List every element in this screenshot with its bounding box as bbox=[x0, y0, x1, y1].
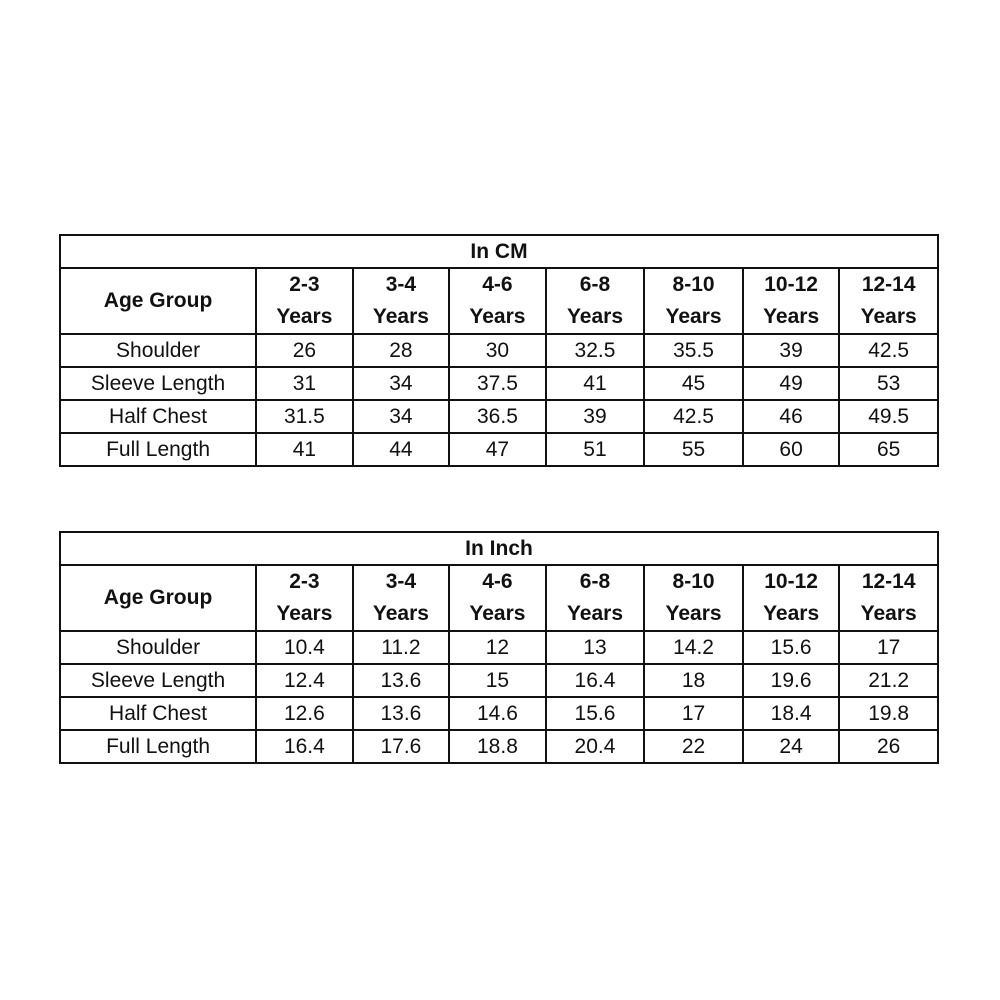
age-unit-label: Years bbox=[566, 602, 624, 625]
age-group-column-header bbox=[256, 565, 353, 631]
table-title: In CM bbox=[60, 235, 938, 268]
measurement-value: 47 bbox=[449, 433, 546, 466]
measurement-value: 39 bbox=[546, 400, 645, 433]
measurement-value: 55 bbox=[644, 433, 743, 466]
measurement-value: 15 bbox=[449, 664, 546, 697]
measurement-value: 14.6 bbox=[449, 697, 546, 730]
age-group-column-header bbox=[256, 268, 353, 334]
measurement-value: 39 bbox=[743, 334, 840, 367]
age-range-label: 4-6 bbox=[482, 273, 513, 296]
age-group-column-header bbox=[546, 268, 645, 334]
measurement-label: Half Chest bbox=[60, 400, 256, 433]
age-range-label: 12-14 bbox=[861, 570, 916, 593]
measurement-value: 19.6 bbox=[743, 664, 840, 697]
measurement-value: 18.4 bbox=[743, 697, 840, 730]
measurement-value: 46 bbox=[743, 400, 840, 433]
measurement-value: 42.5 bbox=[644, 400, 743, 433]
measurement-value: 45 bbox=[644, 367, 743, 400]
age-range-label: 6-8 bbox=[579, 273, 611, 296]
measurement-value: 17.6 bbox=[353, 730, 450, 763]
measurement-value: 31.5 bbox=[256, 400, 353, 433]
table-header-row bbox=[60, 565, 938, 631]
age-group-column-header bbox=[449, 565, 546, 631]
table-row bbox=[60, 631, 938, 664]
measurement-label: Sleeve Length bbox=[60, 664, 256, 697]
measurement-value: 18 bbox=[644, 664, 743, 697]
measurement-value: 18.8 bbox=[449, 730, 546, 763]
measurement-label: Shoulder bbox=[60, 631, 256, 664]
table-title-row bbox=[60, 532, 938, 565]
age-range-label: 8-10 bbox=[672, 570, 715, 593]
measurement-value: 35.5 bbox=[644, 334, 743, 367]
age-range-label: 10-12 bbox=[764, 570, 818, 593]
measurement-value: 12.6 bbox=[256, 697, 353, 730]
measurement-value: 36.5 bbox=[449, 400, 546, 433]
age-group-column-header bbox=[644, 565, 743, 631]
measurement-label: Full Length bbox=[60, 433, 256, 466]
age-group-column-header bbox=[353, 565, 450, 631]
age-unit-label: Years bbox=[469, 602, 526, 625]
measurement-value: 26 bbox=[839, 730, 938, 763]
age-group-column-header bbox=[449, 268, 546, 334]
measurement-value: 37.5 bbox=[449, 367, 546, 400]
size-chart-inch-table bbox=[59, 531, 939, 764]
measurement-value: 28 bbox=[353, 334, 450, 367]
table-title: In Inch bbox=[60, 532, 938, 565]
age-unit-label: Years bbox=[469, 305, 526, 328]
measurement-value: 15.6 bbox=[546, 697, 645, 730]
measurement-value: 14.2 bbox=[644, 631, 743, 664]
age-group-column-header bbox=[743, 268, 840, 334]
table-row bbox=[60, 400, 938, 433]
age-unit-label: Years bbox=[372, 305, 429, 328]
age-range-label: 12-14 bbox=[861, 273, 916, 296]
table-row bbox=[60, 697, 938, 730]
measurement-value: 49 bbox=[743, 367, 840, 400]
measurement-value: 49.5 bbox=[839, 400, 938, 433]
age-group-column-header bbox=[644, 268, 743, 334]
table-header-row bbox=[60, 268, 938, 334]
age-range-label: 10-12 bbox=[764, 273, 818, 296]
age-unit-label: Years bbox=[860, 305, 917, 328]
measurement-value: 13 bbox=[546, 631, 645, 664]
age-unit-label: Years bbox=[276, 602, 333, 625]
age-range-label: 8-10 bbox=[672, 273, 715, 296]
age-group-column-header bbox=[353, 268, 450, 334]
age-range-label: 2-3 bbox=[289, 570, 320, 593]
measurement-value: 42.5 bbox=[839, 334, 938, 367]
measurement-value: 17 bbox=[839, 631, 938, 664]
measurement-value: 16.4 bbox=[256, 730, 353, 763]
age-range-label: 2-3 bbox=[289, 273, 320, 296]
measurement-value: 17 bbox=[644, 697, 743, 730]
size-chart-cm-table bbox=[59, 234, 939, 467]
measurement-value: 20.4 bbox=[546, 730, 645, 763]
age-unit-label: Years bbox=[665, 305, 722, 328]
measurement-label: Half Chest bbox=[60, 697, 256, 730]
measurement-value: 65 bbox=[839, 433, 938, 466]
age-unit-label: Years bbox=[860, 602, 917, 625]
age-group-column-header bbox=[743, 565, 840, 631]
measurement-value: 21.2 bbox=[839, 664, 938, 697]
age-unit-label: Years bbox=[372, 602, 429, 625]
measurement-value: 32.5 bbox=[546, 334, 645, 367]
age-group-column-header bbox=[839, 565, 938, 631]
age-unit-label: Years bbox=[763, 305, 820, 328]
age-unit-label: Years bbox=[665, 602, 722, 625]
measurement-value: 60 bbox=[743, 433, 840, 466]
measurement-value: 12.4 bbox=[256, 664, 353, 697]
measurement-value: 12 bbox=[449, 631, 546, 664]
measurement-value: 31 bbox=[256, 367, 353, 400]
age-group-column-header bbox=[839, 268, 938, 334]
measurement-value: 24 bbox=[743, 730, 840, 763]
measurement-label: Full Length bbox=[60, 730, 256, 763]
measurement-value: 51 bbox=[546, 433, 645, 466]
measurement-value: 34 bbox=[353, 400, 450, 433]
measurement-value: 11.2 bbox=[353, 631, 450, 664]
table-row bbox=[60, 334, 938, 367]
table-row bbox=[60, 367, 938, 400]
measurement-value: 41 bbox=[256, 433, 353, 466]
age-group-column-header bbox=[546, 565, 645, 631]
measurement-value: 22 bbox=[644, 730, 743, 763]
table-row bbox=[60, 433, 938, 466]
measurement-value: 19.8 bbox=[839, 697, 938, 730]
measurement-value: 16.4 bbox=[546, 664, 645, 697]
age-range-label: 3-4 bbox=[385, 570, 417, 593]
age-range-label: 3-4 bbox=[385, 273, 417, 296]
table-row bbox=[60, 730, 938, 763]
measurement-value: 13.6 bbox=[353, 697, 450, 730]
age-unit-label: Years bbox=[566, 305, 624, 328]
measurement-value: 15.6 bbox=[743, 631, 840, 664]
age-unit-label: Years bbox=[276, 305, 333, 328]
measurement-value: 30 bbox=[449, 334, 546, 367]
age-unit-label: Years bbox=[763, 602, 820, 625]
age-range-label: 4-6 bbox=[482, 570, 513, 593]
table-row bbox=[60, 664, 938, 697]
age-group-header: Age Group bbox=[60, 565, 256, 631]
measurement-value: 10.4 bbox=[256, 631, 353, 664]
measurement-label: Sleeve Length bbox=[60, 367, 256, 400]
measurement-value: 53 bbox=[839, 367, 938, 400]
measurement-value: 41 bbox=[546, 367, 645, 400]
age-range-label: 6-8 bbox=[579, 570, 611, 593]
measurement-value: 44 bbox=[353, 433, 450, 466]
age-group-header: Age Group bbox=[60, 268, 256, 334]
table-title-row bbox=[60, 235, 938, 268]
measurement-value: 13.6 bbox=[353, 664, 450, 697]
measurement-label: Shoulder bbox=[60, 334, 256, 367]
measurement-value: 26 bbox=[256, 334, 353, 367]
measurement-value: 34 bbox=[353, 367, 450, 400]
